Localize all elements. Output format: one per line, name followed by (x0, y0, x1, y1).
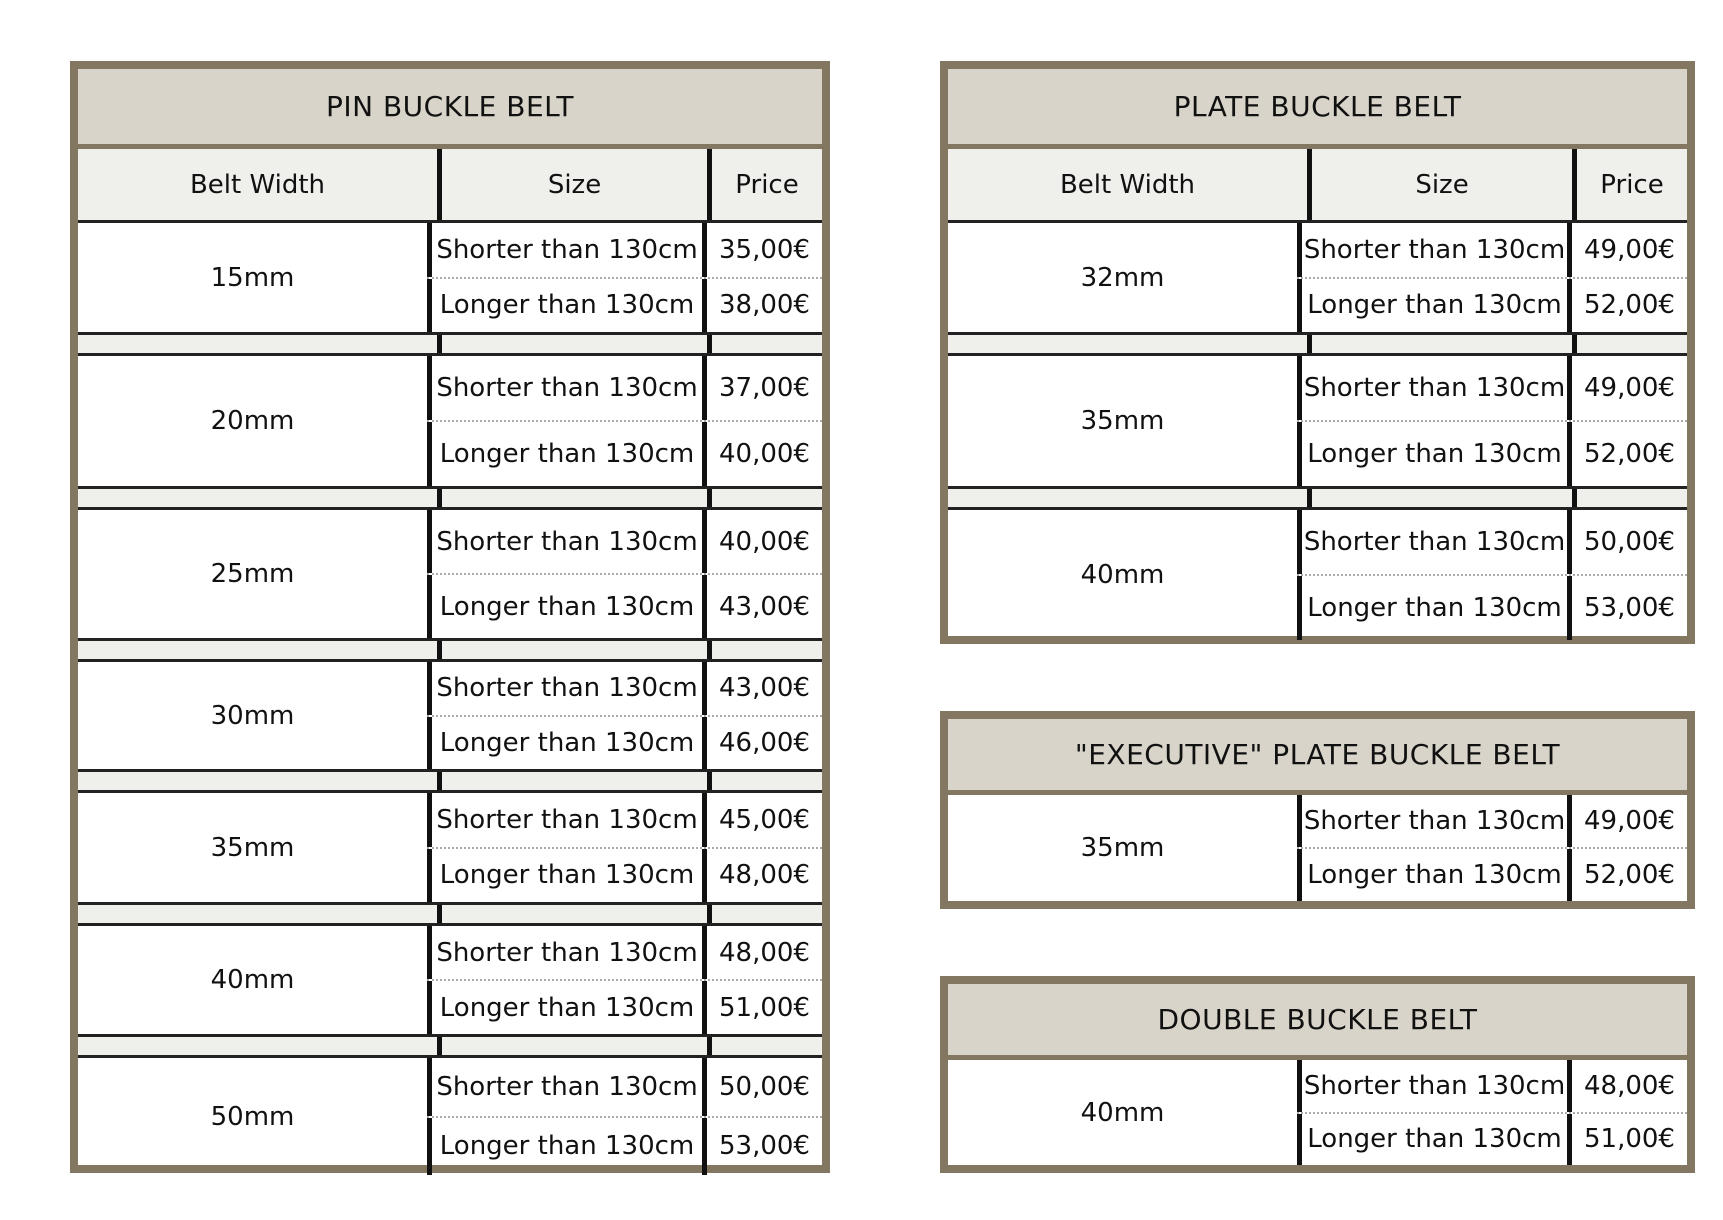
size-row (427, 356, 822, 420)
size-cell: Longer than 130cm (427, 981, 702, 1034)
size-cell: Longer than 130cm (427, 1118, 702, 1176)
size-cell: Shorter than 130cm (427, 793, 702, 847)
belt-width-group (78, 223, 822, 332)
size-price-rows (427, 223, 822, 332)
size-cell: Shorter than 130cm (427, 662, 702, 715)
size-row (427, 573, 822, 638)
separator-cell (78, 1037, 437, 1055)
belt-width-group (78, 1058, 822, 1175)
size-cell: Shorter than 130cm (427, 926, 702, 979)
belt-width-group (948, 223, 1687, 332)
price-cell: 52,00€ (1567, 279, 1687, 333)
header-price: Price (1572, 149, 1687, 220)
separator-cell (437, 335, 707, 353)
belt-width-cell: 30mm (210, 700, 295, 731)
size-cell: Shorter than 130cm (1297, 1060, 1567, 1112)
row-separator (78, 902, 822, 926)
size-price-rows (1297, 223, 1687, 332)
belt-width-cell: 25mm (210, 559, 295, 589)
size-cell: Shorter than 130cm (427, 510, 702, 573)
size-cell: Longer than 130cm (427, 575, 702, 638)
separator-cell (437, 489, 707, 507)
price-cell: 49,00€ (1567, 223, 1687, 277)
size-price-rows (427, 510, 822, 638)
belt-width-cell: 40mm (1080, 560, 1165, 590)
header-price: Price (707, 149, 822, 220)
row-separator (948, 486, 1687, 510)
size-row (427, 223, 822, 277)
belt-width-cell: 50mm (210, 1101, 295, 1132)
belt-width-group (78, 926, 822, 1034)
price-cell: 53,00€ (702, 1118, 822, 1176)
size-cell: Shorter than 130cm (1297, 223, 1567, 277)
price-cell: 43,00€ (702, 662, 822, 715)
header-size: Size (437, 149, 707, 220)
table-header (948, 149, 1687, 223)
belt-width-group (948, 795, 1687, 901)
belt-width-group (948, 356, 1687, 486)
price-cell: 38,00€ (702, 279, 822, 333)
separator-cell (948, 489, 1307, 507)
size-price-rows (427, 1058, 822, 1175)
size-cell: Longer than 130cm (427, 717, 702, 770)
separator-cell (1307, 335, 1572, 353)
separator-cell (1572, 335, 1687, 353)
belt-width-cell: 20mm (210, 406, 295, 436)
belt-width-cell: 40mm (210, 965, 295, 995)
price-cell: 35,00€ (702, 223, 822, 277)
row-separator (78, 486, 822, 510)
table-body (948, 1060, 1687, 1165)
size-cell: Longer than 130cm (427, 422, 702, 486)
table-title: DOUBLE BUCKLE BELT (948, 984, 1687, 1060)
size-row (427, 662, 822, 715)
separator-cell (1572, 489, 1687, 507)
size-row (427, 926, 822, 979)
size-row (1297, 510, 1687, 574)
table-body (948, 223, 1687, 640)
separator-cell (707, 489, 822, 507)
price-cell: 52,00€ (1567, 849, 1687, 901)
price-cell: 48,00€ (702, 849, 822, 903)
size-row (1297, 847, 1687, 901)
belt-width-group (78, 793, 822, 902)
price-cell: 48,00€ (1567, 1060, 1687, 1112)
size-price-rows (1297, 510, 1687, 640)
table-title: "EXECUTIVE" PLATE BUCKLE BELT (948, 719, 1687, 795)
price-cell: 50,00€ (702, 1058, 822, 1116)
size-cell: Shorter than 130cm (1297, 795, 1567, 847)
separator-cell (78, 905, 437, 923)
row-separator (78, 769, 822, 793)
belt-width-cell: 15mm (210, 262, 295, 293)
size-cell: Shorter than 130cm (427, 1058, 702, 1116)
price-cell: 37,00€ (702, 356, 822, 420)
size-cell: Longer than 130cm (427, 279, 702, 333)
belt-width-cell: 35mm (210, 832, 295, 863)
table-title: PIN BUCKLE BELT (78, 69, 822, 149)
size-cell: Shorter than 130cm (427, 356, 702, 420)
size-cell: Longer than 130cm (1297, 422, 1567, 486)
size-row (1297, 574, 1687, 640)
row-separator (948, 332, 1687, 356)
separator-cell (78, 772, 437, 790)
separator-cell (707, 641, 822, 659)
separator-cell (78, 641, 437, 659)
size-row (427, 420, 822, 486)
size-row (427, 793, 822, 847)
size-row (1297, 356, 1687, 420)
price-cell: 52,00€ (1567, 422, 1687, 486)
price-cell: 51,00€ (1567, 1114, 1687, 1166)
size-price-rows (427, 356, 822, 486)
price-cell: 51,00€ (702, 981, 822, 1034)
separator-cell (78, 489, 437, 507)
size-cell: Longer than 130cm (1297, 1114, 1567, 1166)
belt-width-cell: 32mm (1080, 262, 1165, 293)
price-cell: 40,00€ (702, 510, 822, 573)
table-title: PLATE BUCKLE BELT (948, 69, 1687, 149)
size-cell: Longer than 130cm (1297, 849, 1567, 901)
separator-cell (707, 905, 822, 923)
separator-cell (707, 335, 822, 353)
size-price-rows (1297, 795, 1687, 901)
price-cell: 48,00€ (702, 926, 822, 979)
row-separator (78, 638, 822, 662)
belt-width-cell: 35mm (1080, 406, 1165, 436)
size-row (427, 1116, 822, 1176)
row-separator (78, 1034, 822, 1058)
size-cell: Shorter than 130cm (427, 223, 702, 277)
price-cell: 45,00€ (702, 793, 822, 847)
belt-width-group (78, 662, 822, 769)
belt-width-cell: 40mm (1080, 1097, 1165, 1128)
size-row (1297, 420, 1687, 486)
table-header (78, 149, 822, 223)
belt-width-group (948, 510, 1687, 640)
separator-cell (437, 772, 707, 790)
separator-cell (437, 641, 707, 659)
plate-buckle-belt-table (940, 61, 1695, 644)
price-cell: 40,00€ (702, 422, 822, 486)
separator-cell (948, 335, 1307, 353)
separator-cell (707, 1037, 822, 1055)
belt-width-group (78, 356, 822, 486)
size-row (1297, 1060, 1687, 1112)
size-cell: Shorter than 130cm (1297, 510, 1567, 574)
size-price-rows (427, 926, 822, 1034)
price-cell: 49,00€ (1567, 356, 1687, 420)
separator-cell (707, 772, 822, 790)
row-separator (78, 332, 822, 356)
size-row (427, 847, 822, 903)
separator-cell (437, 905, 707, 923)
size-cell: Longer than 130cm (1297, 279, 1567, 333)
header-size: Size (1307, 149, 1572, 220)
price-cell: 49,00€ (1567, 795, 1687, 847)
size-row (1297, 1112, 1687, 1166)
executive-plate-buckle-belt-table (940, 711, 1695, 909)
size-row (427, 979, 822, 1034)
size-price-rows (1297, 1060, 1687, 1165)
price-cell: 46,00€ (702, 717, 822, 770)
size-row (1297, 277, 1687, 333)
pin-buckle-belt-table (70, 61, 830, 1173)
size-row (427, 277, 822, 333)
separator-cell (78, 335, 437, 353)
size-row (427, 510, 822, 573)
size-row (1297, 795, 1687, 847)
double-buckle-belt-table (940, 976, 1695, 1173)
belt-width-cell: 35mm (1080, 833, 1165, 863)
size-row (427, 1058, 822, 1116)
size-cell: Longer than 130cm (427, 849, 702, 903)
belt-width-group (948, 1060, 1687, 1165)
separator-cell (437, 1037, 707, 1055)
size-row (427, 715, 822, 770)
size-price-rows (427, 662, 822, 769)
price-cell: 53,00€ (1567, 576, 1687, 640)
table-body (948, 795, 1687, 901)
size-cell: Shorter than 130cm (1297, 356, 1567, 420)
table-body (78, 223, 822, 1175)
size-price-rows (427, 793, 822, 902)
size-row (1297, 223, 1687, 277)
header-belt-width: Belt Width (189, 169, 326, 200)
separator-cell (1307, 489, 1572, 507)
size-price-rows (1297, 356, 1687, 486)
belt-width-group (78, 510, 822, 638)
price-cell: 50,00€ (1567, 510, 1687, 574)
price-cell: 43,00€ (702, 575, 822, 638)
size-cell: Longer than 130cm (1297, 576, 1567, 640)
header-belt-width: Belt Width (1059, 169, 1196, 200)
